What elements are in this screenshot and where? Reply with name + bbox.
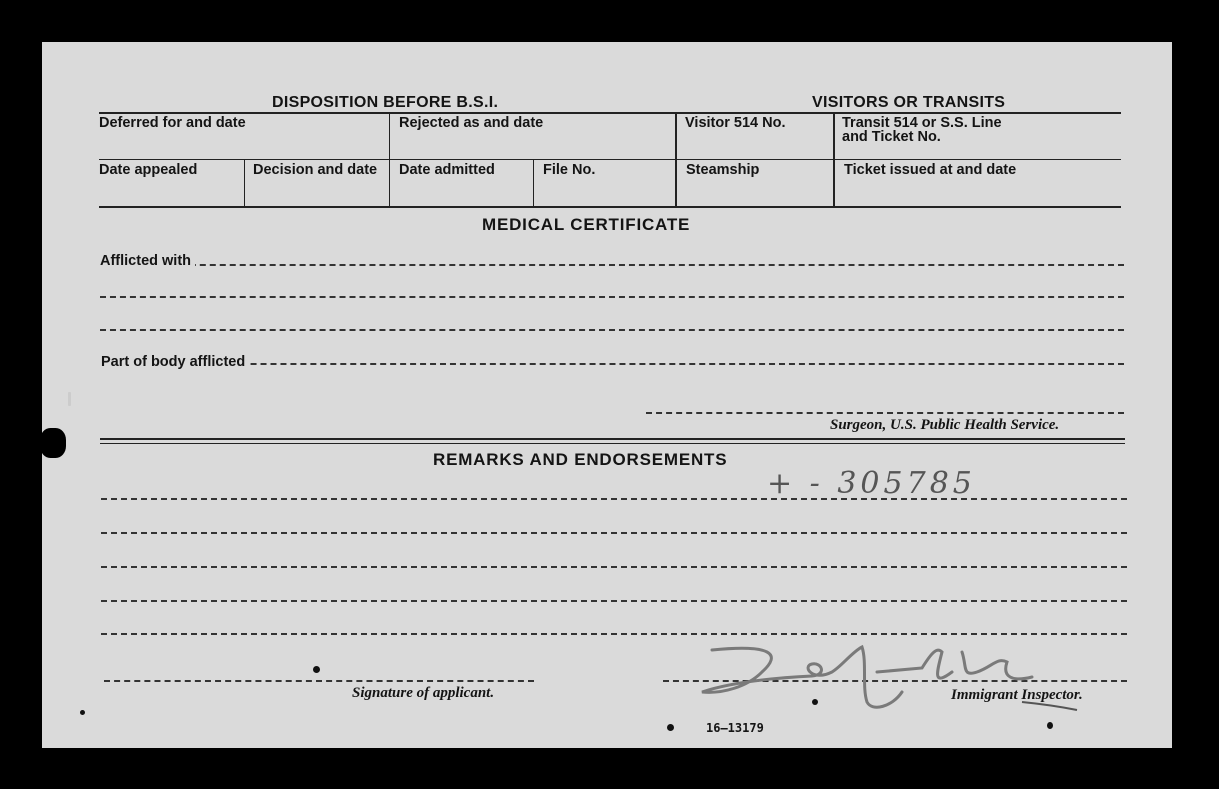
transit-label-line1: Transit 514 or S.S. Line <box>842 115 1002 131</box>
medical-certificate-title: MEDICAL CERTIFICATE <box>482 215 691 234</box>
header-top-rule <box>99 112 1121 114</box>
remarks-line-2 <box>101 532 1127 534</box>
applicant-signature-line <box>104 680 534 682</box>
decision-label: Decision and date <box>253 162 378 178</box>
afflicted-line-3 <box>100 329 1124 331</box>
surgeon-signature-line <box>646 412 1124 414</box>
section-rule-bottom <box>100 443 1125 444</box>
speck <box>1047 722 1053 729</box>
divider-transit <box>833 112 835 206</box>
remarks-title: REMARKS AND ENDORSEMENTS <box>433 450 728 469</box>
ticket-issued-label: Ticket issued at and date <box>844 162 1017 178</box>
divider-rejected <box>389 112 390 206</box>
speck <box>313 666 320 673</box>
edge-blot <box>40 428 66 458</box>
part-of-body-line <box>101 363 1124 365</box>
visitors-title: VISITORS OR TRANSITS <box>812 94 1006 111</box>
divider-file <box>533 159 534 206</box>
applicant-signature-label: Signature of applicant. <box>352 685 495 701</box>
file-no-label: File No. <box>543 162 596 178</box>
inspector-signature <box>662 632 1082 722</box>
divider-decision <box>244 159 245 206</box>
header-mid-rule <box>99 159 1121 160</box>
date-admitted-label: Date admitted <box>399 162 495 178</box>
speck <box>812 699 818 705</box>
visitor-no-label: Visitor 514 No. <box>685 115 786 131</box>
part-of-body-label: Part of body afflicted <box>101 354 249 370</box>
steamship-label: Steamship <box>686 162 760 178</box>
date-appealed-label: Date appealed <box>99 162 198 178</box>
surgeon-label: Surgeon, U.S. Public Health Service. <box>830 417 1060 433</box>
remarks-line-3 <box>101 566 1127 568</box>
afflicted-line-1 <box>100 264 1124 266</box>
speck <box>667 724 674 731</box>
deferred-label: Deferred for and date <box>99 115 246 131</box>
afflicted-with-label: Afflicted with <box>100 253 195 269</box>
record-card <box>42 42 1172 748</box>
form-number: 16—13179 <box>706 721 764 735</box>
section-rule-top <box>100 438 1125 440</box>
transit-label-line2: and Ticket No. <box>842 129 941 145</box>
rejected-label: Rejected as and date <box>399 115 544 131</box>
remarks-line-4 <box>101 600 1127 602</box>
remarks-line-1 <box>101 498 1127 500</box>
handwritten-number: + - 305785 <box>767 466 976 501</box>
afflicted-line-2 <box>100 296 1124 298</box>
speck <box>80 710 85 715</box>
inspector-label: Immigrant Inspector. <box>951 687 1083 703</box>
edge-mark <box>68 392 71 406</box>
disposition-title: DISPOSITION BEFORE B.S.I. <box>272 94 499 111</box>
divider-visitor <box>675 112 677 206</box>
header-bottom-rule <box>99 206 1121 208</box>
